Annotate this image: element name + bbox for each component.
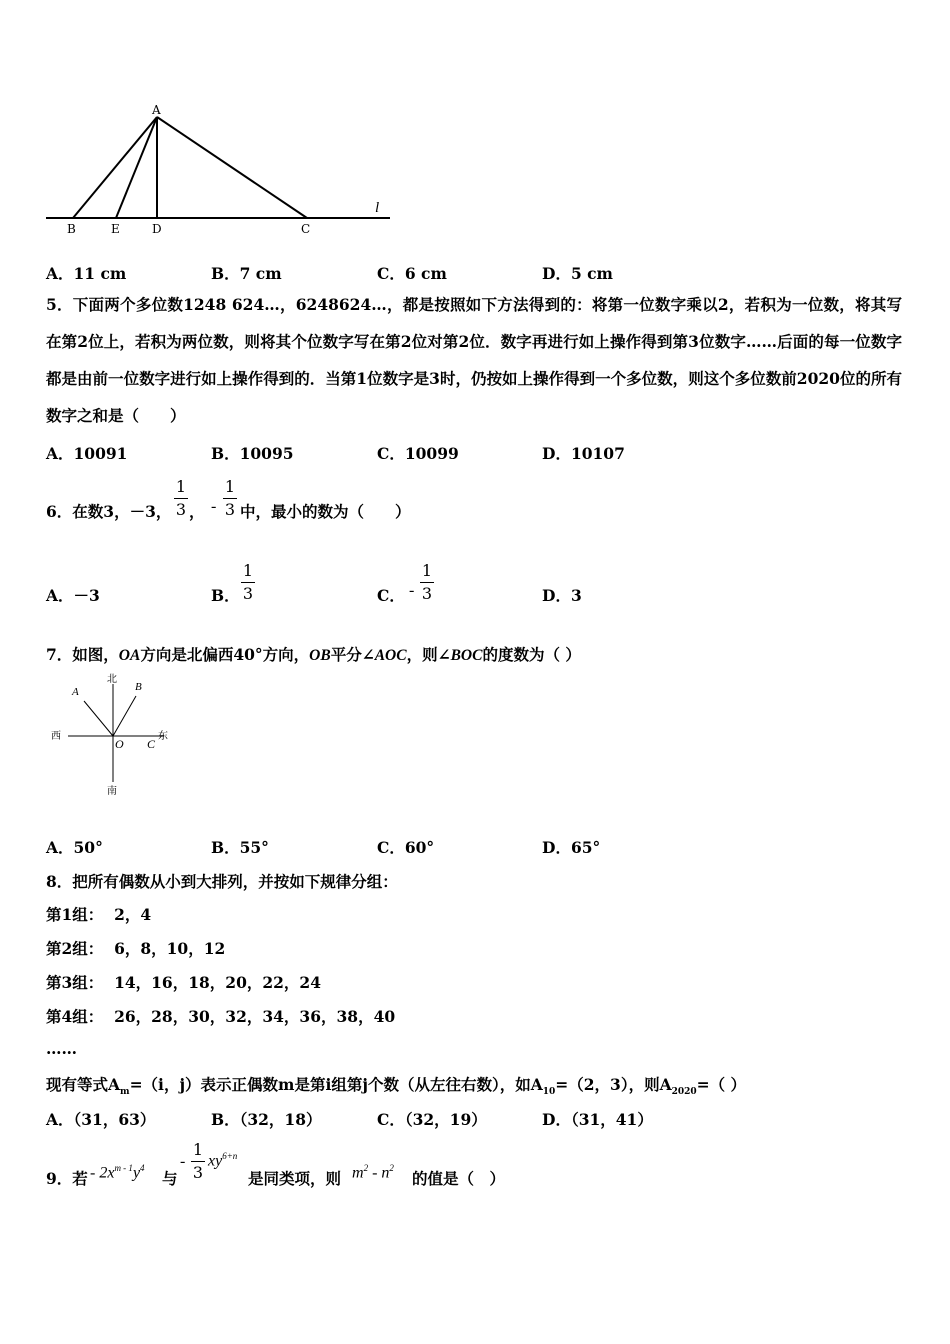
q8-group-4: 第4组： 26，28，30，32，34，36，38，40 [46,1007,396,1026]
q9-term1: - $2x^{m - 1}y^4$ [90,1163,145,1182]
q4-option-c[interactable]: C．6 cm [377,264,447,283]
q8-option-d[interactable]: D．（31，41） [542,1110,653,1129]
label-d: D [152,222,162,236]
q6-option-c-frac: 1 3 [421,561,433,603]
q9-with: 与 [162,1169,178,1188]
q6-option-d[interactable]: D．3 [542,586,582,605]
q4-option-b[interactable]: B．7 cm [211,264,282,283]
label-e: E [111,222,120,236]
q8-description: 现有等式$A_m=(i$，j）表示正偶数m是第i组第j个数（从左往右数），如$A_{10}=(2$，3），则$A_{2020}=$（ ） [46,1075,747,1098]
segment-ac [157,117,307,218]
triangle-figure [40,100,400,240]
q5-text: 5．下面两个多位数1248 624…，6248624…，都是按照如下方法得到的：将第一位数字乘以2，若积为一位数，将其写在第2位上，若积为两位数，则将其个位数字写在第2位对第2位．数字再进行如上操作得到第3位数字……后面的每一位数字都是由前一位数字进行如上操作得到的．当第1位数字是3时，仍按如上操作得到一个多位数，则这个多位数前2020位的所有数字之和是（ ） [46,295,902,425]
q9-term2-frac: 1 3 [192,1140,204,1182]
label-b: B [67,222,76,236]
q7-option-b[interactable]: B．55° [211,838,269,857]
q4-option-a[interactable]: A．11 cm [46,264,127,283]
q6-option-b[interactable]: B． [211,586,240,605]
q9-like-terms: 是同类项，则 [248,1169,342,1188]
compass-west: 西 [51,731,61,742]
compass-label-o: O [115,737,124,751]
compass-east: 东 [158,731,168,742]
q6-prefix: 6．在数3，－3， [46,502,172,521]
q7-option-a[interactable]: A．50° [46,838,103,857]
q6-option-b-frac: 1 3 [242,561,254,603]
compass-label-b: B [135,681,142,693]
q9-suffix: 的值是（ ） [412,1169,506,1188]
q8-group-1: 第1组： 2，4 [46,905,152,924]
q6-option-c-minus: - [409,582,415,599]
q9-expression: $m^2 - n^2$ [352,1163,394,1182]
q6-option-c[interactable]: C． [377,586,405,605]
q8-group-2: 第2组： 6，8，10，12 [46,939,226,958]
q7-option-c[interactable]: C．60° [377,838,435,857]
label-c: C [301,222,311,236]
q5-option-b[interactable]: B．10095 [211,444,294,463]
ray-oa [84,701,113,736]
q8-ellipsis: …… [46,1039,77,1058]
q4-option-d[interactable]: D．5 cm [542,264,613,283]
q8-option-a[interactable]: A．（31，63） [46,1110,156,1129]
q6-comma: ， [189,502,205,521]
q8-option-c[interactable]: C．（32，19） [377,1110,487,1129]
compass-label-c: C [147,737,156,751]
q5-option-d[interactable]: D．10107 [542,444,625,463]
q6-frac-negative: 1 3 [224,477,236,519]
q9-term2: $xy^{6+n}$ [208,1151,238,1170]
q8-group-3: 第3组： 14，16，18，20，22，24 [46,973,321,992]
q6-option-a[interactable]: A．－3 [46,586,100,605]
q8-option-b[interactable]: B．（32，18） [211,1110,322,1129]
compass-label-a: A [72,686,79,698]
label-a: A [152,103,161,117]
compass-north: 北 [107,674,117,685]
q6-suffix: 中，最小的数为（ ） [240,502,411,521]
q7-option-d[interactable]: D．65° [542,838,601,857]
ray-ob [113,696,136,736]
compass-south: 南 [107,786,117,797]
segment-ae [116,117,157,218]
q6-minus: - [211,498,217,515]
q9-term2-minus: - [180,1153,186,1170]
q8-title: 8．把所有偶数从小到大排列，并按如下规律分组： [46,872,398,891]
label-l: l [375,200,380,216]
q6-frac-positive: 1 3 [175,477,187,519]
q5-option-a[interactable]: A．10091 [46,444,128,463]
q5-option-c[interactable]: C．10099 [377,444,459,463]
q7-text: 7．如图，OA方向是北偏西40°方向，OB平分∠AOC，则∠BOC的度数为（ ） [46,645,581,664]
q9-prefix: 9．若 [46,1169,88,1188]
segment-ab [73,117,157,218]
